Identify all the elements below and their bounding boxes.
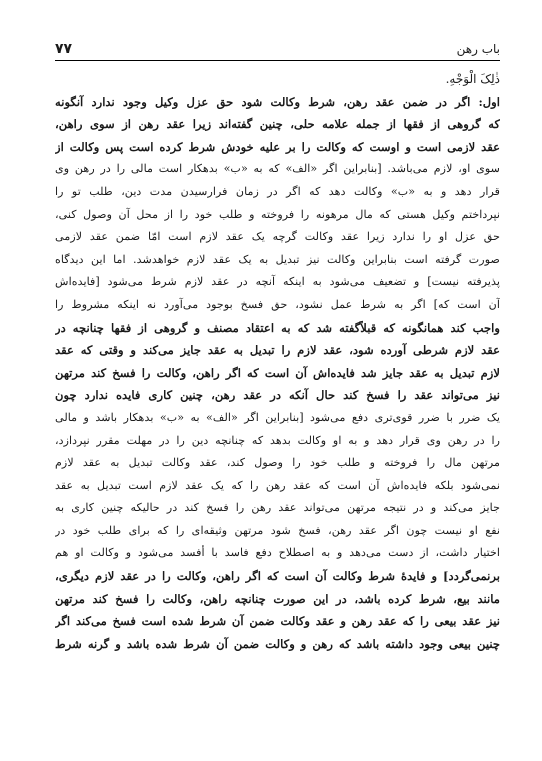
text-line: برنمی‌گردد] و فایدهٔ شرط وکالت آن است که اگر راهن، وکالت را در عقد لازم دیگری، [55,569,500,584]
text-line: صورت گرفته است بنابراین وکالت نیز تبدیل به یک عقد لازم خواهدشد. اما این دیدگاه [55,252,500,266]
chapter-title: باب رهن [456,42,500,56]
text-line: حق عزل او را ندارد زیرا عقد وکالت گرچه یک عقد لازم است امّا ضمن عقد لازمی [55,230,500,244]
text-line: آن است که] اگر به شرط عمل نشود، حق فسخ بوجود می‌آورد نه اینکه مشروط را [55,297,500,311]
text-line: عقد لازمی است و اوست که وکالت را بر علیه خودش شرط کرده است پس وکالت از [55,139,500,154]
text-line: مرتهن مال را فروخته و طلب خود را وصول کند، عقد وکالت تبدیل به عقد لازم [55,456,500,470]
text-line: قرار دهد و به «ب» وکالت دهد که اگر در زمان فرارسیدن مدت دین، طلب تو را [55,184,500,198]
body-text [55,68,500,655]
text-line: که گروهی از فقها از جمله علامه حلی، چنین گفته‌اند زیرا عقد رهن از سوی راهن، [55,117,500,132]
text-line: پذیرفته نیست] و تضعیف می‌شود به اینکه آنچه در عقد لازم شرط می‌شود [فایده‌اش [55,275,500,289]
text-line: مانند بیع، شرط کرده باشد، در این صورت چنانچه راهن، وکالت را فسخ کند مرتهن [55,591,500,606]
page-header [55,40,500,58]
text-line: جایز می‌کند و در نتیجه مرتهن می‌تواند عقد رهن را فسخ کند در حالیکه چنین کاری به [55,501,500,515]
header-rule [55,60,500,61]
text-line: عقد لازم شرطی آورده شود، عقد لازم را تبدیل به عقد جایز می‌کند و وقتی که عقد [55,343,500,358]
text-line: سوی او، لازم می‌باشد. [بنابراین اگر «الف» که به «ب» بدهکار است مالی را در رهن وی [55,162,500,176]
text-line: لازم تبدیل به عقد جایز شد فایده‌اش آن است که اگر راهن، وکالت را فسخ کند مرتهن [55,365,500,380]
page-number: ۷۷ [55,41,73,57]
text-line: نفع او نیست چون اگر عقد رهن، فسخ شود مرتهن وثیقه‌ای را که برای طلب خود در [55,523,500,537]
text-line: نیز می‌تواند عقد را فسخ کند حال آنکه در عقد رهن، چنین کاری فایده ندارد چون [55,388,500,403]
text-line: را در رهن وی قرار دهد و به او وکالت بدهد که چنانچه دین را در مهلت مقرر نپردازد، [55,433,500,447]
text-line: نمی‌شود بلکه فایده‌اش آن است که عقد رهن را که یک عقد لازم است تبدیل به عقد [55,478,500,492]
text-line: یک ضرر با ضرر قوی‌تری دفع می‌شود [بنابراین اگر «الف» به «ب» بدهکار باشد و مالی [55,410,500,424]
text-line: اول: اگر در ضمن عقد رهن، شرط وکالت شود حق عزل وکیل وجود ندارد آنگونه [55,94,500,109]
text-line: نپرداختم وکیل هستی که مال مرهونه را فروخته و طلب خود را از محل آن وصول کنی، [55,207,500,221]
text-line: نیز عقد بیعی را که عقد رهن و عقد وکالت ضمن آن شرط شده است فسخ می‌کند اگر [55,614,500,629]
text-line: چنین بیعی وجود داشته باشد که رهن و وکالت ضمن آن شرط شده باشد و گرنه شرط [55,636,500,651]
text-line: ذٰلِکَ الْوَجْهِ. [445,72,500,86]
text-line: واجب کند همانگونه که قبلاًگفته شد که به اعتقاد مصنف و گروهی از فقها چنانچه در [55,320,500,335]
text-line: اختیار داشت، از دست می‌دهد و به اصطلاح دفع فاسد با أفسد می‌شود و وکالت او هم [55,546,500,560]
